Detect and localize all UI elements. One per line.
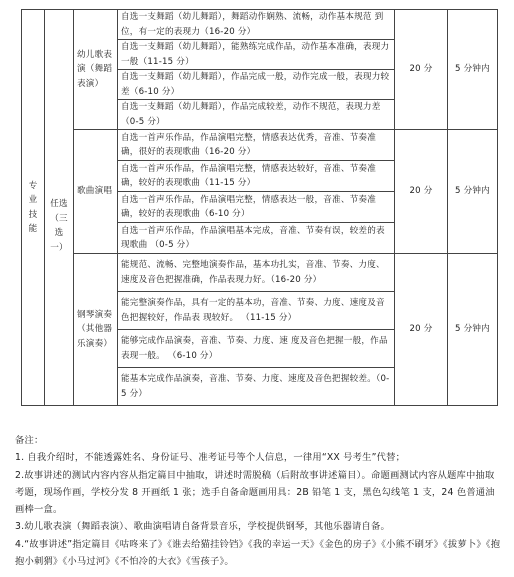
- time-cell: 5 分钟内: [448, 130, 498, 254]
- criteria-cell: 能基本完成作品演奏，音准、节奏、力度、速度及音色把握较差。（0-5 分）: [118, 368, 395, 406]
- criteria-cell: 能完整演奏作品，具有一定的基本功，音准、节奏、力度、速度及音色把握较好，作品表 现较好。 （11-15 分）: [118, 292, 395, 330]
- subject-cell: 钢琴演奏（其他器乐演奏）: [74, 254, 118, 406]
- criteria-cell: 自选一首声乐作品，作品演唱完整，情感表达优秀，音准、节奏准确，很好的表现歌曲（16-20 分）: [118, 130, 395, 161]
- criteria-cell: 自选一支舞蹈（幼儿舞蹈），能熟练完成作品，动作基本准确，表现力一般（11-15 分）: [118, 40, 395, 70]
- note-item: 2.故事讲述的测试内容内容从指定篇目中抽取，讲述时需脱稿（后附故事讲述篇目）。命题画测试内容从题库中抽取考题，现场作画，学校分发 8 开画纸 1 张；选手自备命题画用具：2B 铅笔 1 支，黑色勾线笔 1 支，24 色普通油画棒一盒。: [15, 469, 495, 516]
- score-cell: 20 分: [395, 10, 448, 130]
- note-item: 1. 自我介绍时，不能透露姓名、身份证号、准考证号等个人信息，一律用“XX 号考生”代替；: [15, 452, 406, 464]
- selection-cell: 任选（三选一）: [45, 161, 74, 292]
- criteria-cell: 自选一支舞蹈（幼儿舞蹈），作品完成较差，动作不规范，表现力差 （0-5 分）: [118, 100, 395, 130]
- note-item: 4.“故事讲述”指定篇目《咕咚来了》《谁去给猫挂铃铛》《我的幸运一天》《金色的房子》《小熊不刷牙》《拔萝卜》《抱抱小刺猬》《小马过河》《不怕冷的大衣》《雪孩子》。: [15, 538, 501, 568]
- subject-cell: 歌曲演唱: [74, 130, 118, 254]
- selection-blank-cell: [45, 292, 74, 406]
- notes-title: 备注：: [15, 435, 44, 446]
- note-item: 3.幼儿歌表演（舞蹈表演）、歌曲演唱请自备背景音乐，学校提供钢琴，其他乐器请自备。: [15, 521, 390, 533]
- time-cell: 5 分钟内: [448, 10, 498, 130]
- criteria-cell: 自选一支舞蹈（幼儿舞蹈），舞蹈动作娴熟、流畅，动作基本规范 到位，有一定的表现力（16-20 分）: [118, 10, 395, 40]
- selection-blank-cell: [45, 10, 74, 161]
- subject-cell: 幼儿歌表演（舞蹈表演）: [74, 10, 118, 130]
- criteria-cell: 能规范、流畅、完整地演奏作品，基本功扎实，音准、节奏、力度、速度及音色把握准确，作品表现力好。（16-20 分）: [118, 254, 395, 292]
- scoring-table: [21, 9, 498, 406]
- criteria-cell: 自选一支舞蹈（幼儿舞蹈），作品完成一般，动作完成一般，表现力较差（6-10 分）: [118, 70, 395, 100]
- criteria-cell: 自选一首声乐作品，作品演唱基本完成，音准、节奏有误，较差的表现歌曲 （0-5 分）: [118, 223, 395, 254]
- score-cell: 20 分: [395, 130, 448, 254]
- criteria-cell: 能够完成作品演奏，音准、节奏、力度、速 度及音色把握一般，作品表现一般。 （6-10 分）: [118, 330, 395, 368]
- score-cell: 20 分: [395, 254, 448, 406]
- category-cell: 专业技能: [22, 10, 45, 406]
- criteria-cell: 自选一首声乐作品，作品演唱完整，情感表达较好，音准、节奏准确，较好的表现歌曲（11-15 分）: [118, 161, 395, 192]
- time-cell: 5 分钟内: [448, 254, 498, 406]
- notes-section: [15, 432, 501, 570]
- criteria-cell: 自选一首声乐作品，作品演唱完整，情感表达一般，音准、节奏准确，较好的表现歌曲（6-10 分）: [118, 192, 395, 223]
